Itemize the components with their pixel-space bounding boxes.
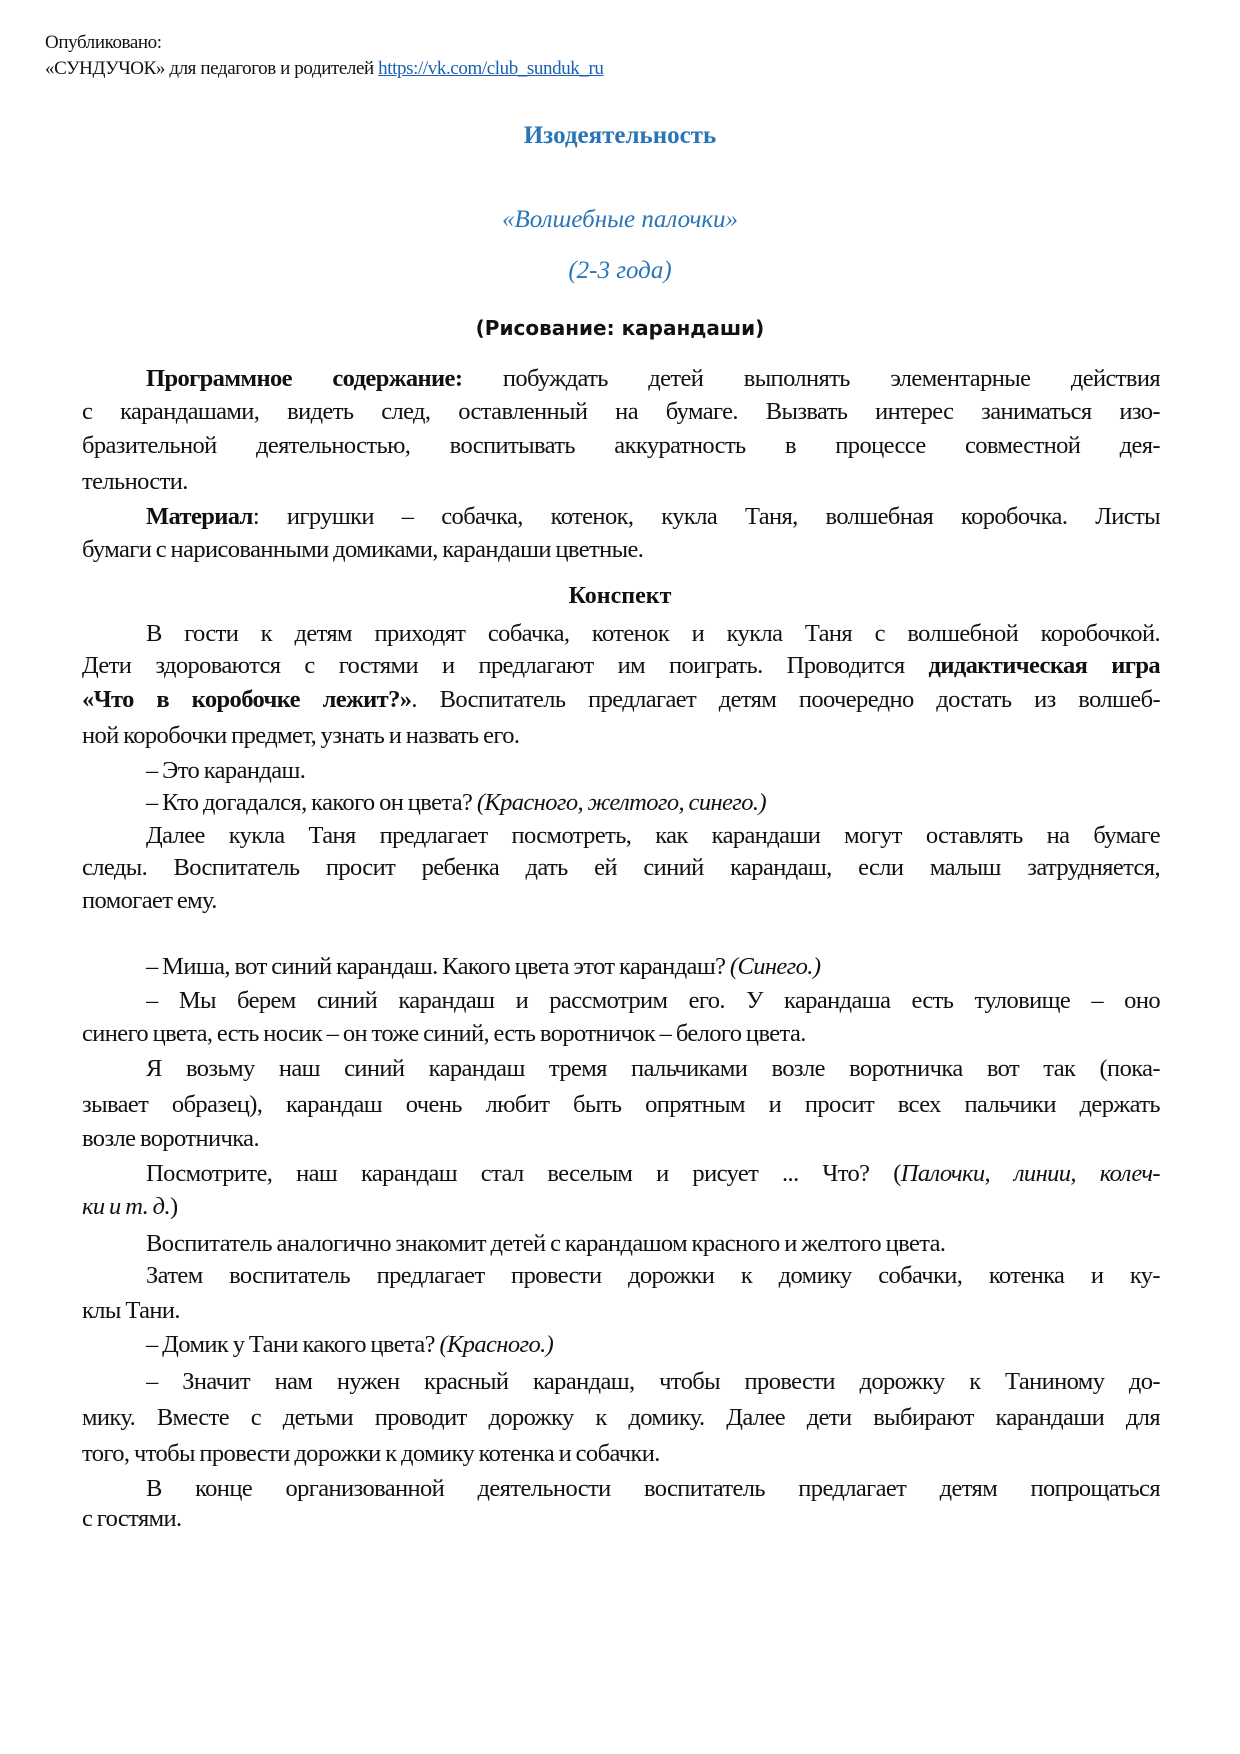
text-line xyxy=(146,619,1160,649)
text-line xyxy=(82,853,1160,883)
text: побуждать детей выполнять элементарные действия xyxy=(462,365,1160,392)
text-line xyxy=(146,1474,1160,1504)
text: синего цвета, есть носик – он тоже синий, есть воротничок – белого цвета. xyxy=(82,1020,806,1047)
text-line xyxy=(82,886,1160,916)
text-line xyxy=(82,685,1160,715)
section-heading: Конспект xyxy=(568,583,672,609)
bold-text: Материал xyxy=(146,503,253,530)
text-line xyxy=(82,1192,1160,1222)
text-line xyxy=(82,1090,1160,1120)
text-line xyxy=(82,721,1160,751)
italic-text: (Красного.) xyxy=(439,1331,554,1358)
text: – Кто догадался, какого он цвета? xyxy=(146,789,477,816)
text-line xyxy=(82,431,1160,461)
text-line xyxy=(146,1159,1160,1189)
text-line xyxy=(146,1330,1160,1360)
text: того, чтобы провести дорожки к домику котенка и собачки. xyxy=(82,1440,660,1467)
text: Посмотрите, наш карандаш стал веселым и рисует ... Что? ( xyxy=(146,1160,901,1187)
text-line xyxy=(146,502,1160,532)
text: бумаги с нарисованными домиками, карандаши цветные. xyxy=(82,536,644,563)
text: : игрушки – собачка, котенок, кукла Таня, волшебная коробочка. Листы xyxy=(252,503,1160,530)
text-line xyxy=(82,1439,1160,1469)
bold-text: «Что в коробочке лежит?» xyxy=(82,686,412,713)
text: Я возьму наш синий карандаш тремя пальчиками возле воротничка вот так (пока- xyxy=(146,1055,1160,1082)
text: Затем воспитатель предлагает провести дорожки к домику собачки, котенка и ку- xyxy=(146,1262,1160,1289)
text: клы Тани. xyxy=(82,1297,180,1324)
text-line xyxy=(82,397,1160,427)
text-line xyxy=(82,467,1160,497)
bold-text: Программное содержание: xyxy=(146,365,463,392)
lesson-subtitle: «Волшебные палочки» xyxy=(501,206,739,233)
italic-text: (Красного, желтого, синего.) xyxy=(476,789,767,816)
text: ) xyxy=(169,1193,178,1220)
text: бразительной деятельностью, воспитывать аккуратность в процессе совместной дея- xyxy=(82,432,1160,459)
text-line xyxy=(146,788,1160,818)
activity-type: (Рисование: карандаши) xyxy=(475,316,765,340)
text-line xyxy=(82,535,1160,565)
text: – Мы берем синий карандаш и рассмотрим его. У карандаша есть туловище – оно xyxy=(146,987,1160,1014)
source-link[interactable]: https://vk.com/club_sunduk_ru xyxy=(378,58,604,79)
text-line xyxy=(146,986,1160,1016)
text: мику. Вместе с детьми проводит дорожку к домику. Далее дети выбирают карандаши для xyxy=(82,1404,1160,1431)
text: – Домик у Тани какого цвета? xyxy=(146,1331,440,1358)
text-line xyxy=(82,1019,1160,1049)
text: ной коробочки предмет, узнать и назвать его. xyxy=(82,722,520,749)
published-label: Опубликовано: xyxy=(45,32,162,53)
text: – Миша, вот синий карандаш. Какого цвета этот карандаш? xyxy=(146,953,730,980)
italic-text: Палочки, линии, колеч- xyxy=(900,1160,1160,1187)
text: помогает ему. xyxy=(82,887,217,914)
text-line xyxy=(82,651,1160,681)
text: Дети здороваются с гостями и предлагают им поиграть. Проводится xyxy=(82,652,929,679)
text: В гости к детям приходят собачка, котенок и кукла Таня с волшебной коробочкой. xyxy=(146,620,1160,647)
text-line xyxy=(146,952,1160,982)
age-range: (2-3 года) xyxy=(568,257,672,284)
text-line xyxy=(146,1367,1160,1397)
text-line xyxy=(82,1296,1160,1326)
source-line xyxy=(45,58,604,80)
text: Далее кукла Таня предлагает посмотреть, как карандаши могут оставлять на бумаге xyxy=(146,822,1160,849)
text-line xyxy=(146,364,1160,394)
text: В конце организованной деятельности воспитатель предлагает детям попрощаться xyxy=(146,1475,1160,1502)
text-line xyxy=(82,1124,1160,1154)
text-line xyxy=(146,821,1160,851)
text: . Воспитатель предлагает детям поочередно достать из волшеб- xyxy=(411,686,1160,713)
text: Воспитатель аналогично знакомит детей с карандашом красного и желтого цвета. xyxy=(146,1230,946,1257)
text: тельности. xyxy=(82,468,188,495)
text-line xyxy=(146,1054,1160,1084)
text-line xyxy=(146,1229,1160,1259)
text: следы. Воспитатель просит ребенка дать ей синий карандаш, если малыш затрудняется, xyxy=(82,854,1160,881)
source-text: «СУНДУЧОК» для педагогов и родителей xyxy=(45,58,374,79)
text-line xyxy=(82,1504,1160,1534)
italic-text: (Синего.) xyxy=(729,953,821,980)
text: возле воротничка. xyxy=(82,1125,259,1152)
text: зывает образец), карандаш очень любит быть опрятным и просит всех пальчики держать xyxy=(82,1091,1160,1118)
text: с гостями. xyxy=(82,1505,182,1532)
text-line xyxy=(146,756,1160,786)
text-line xyxy=(82,1403,1160,1433)
text: с карандашами, видеть след, оставленный на бумаге. Вызвать интерес заниматься изо- xyxy=(82,398,1160,425)
text-line xyxy=(146,1261,1160,1291)
text: – Значит нам нужен красный карандаш, чтобы провести дорожку к Таниному до- xyxy=(146,1368,1160,1395)
bold-text: дидактическая игра xyxy=(928,652,1160,679)
italic-text: ки и т. д. xyxy=(82,1193,170,1220)
page-title: Изодеятельность xyxy=(523,122,717,149)
text: – Это карандаш. xyxy=(146,757,306,784)
